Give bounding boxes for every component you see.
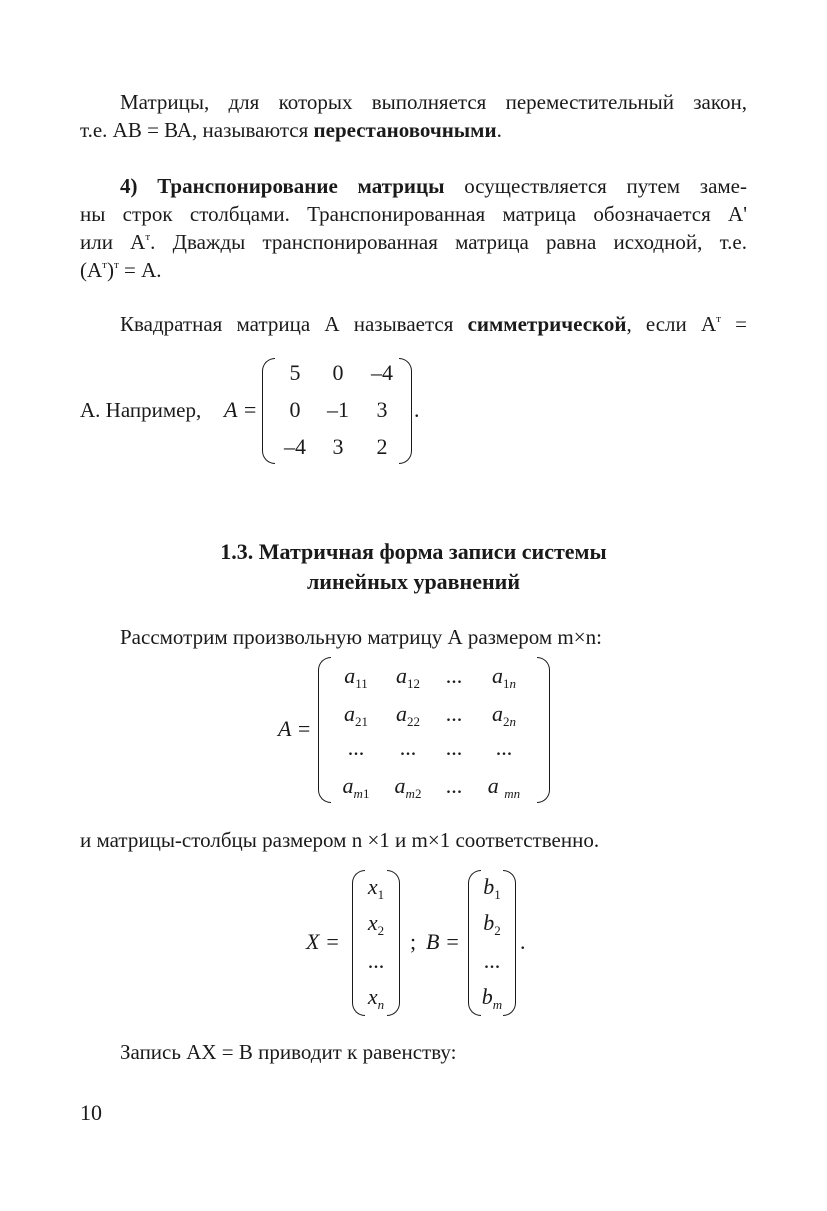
text-line: $(А^т)^т = А$. [80,258,162,282]
section-title: 1.3. Матричная форма записи системы [220,539,607,564]
vector-cell: $b_1$ [483,874,501,902]
matrix-cell: ... [445,735,463,760]
matrix-cell: $a_{m2}$ [394,773,422,801]
term-symmetric: симметрической [467,312,627,336]
page-number: 10 [80,1100,102,1125]
matrix-cell: ... [445,701,463,726]
vector-cell: ... [367,948,385,973]
matrix-cell: 3 [376,397,388,422]
vector-b [468,870,516,1016]
vector-cell: $x_2$ [367,910,385,938]
vectors-end-period: . [520,929,526,954]
vector-x [352,870,400,1016]
matrix-cell: –4 [284,434,306,459]
matrix-cell: a $_{mn}$ [487,773,521,801]
right-paren [537,657,550,803]
term-transpose: 4) Транспонирование матрицы [120,174,445,198]
matrix-a-label: A = [278,716,312,741]
vector-b-label: B = [426,929,460,954]
matrix-cell: $a_{1n}$ [492,663,516,691]
matrix-cell: $a_{2n}$ [492,701,516,729]
section-title: линейных уравнений [306,569,521,594]
text-line: ны строк столбцами. Транспонированная матрица обозначается А' [80,202,747,226]
matrix-cell: 5 [289,360,301,385]
example-text: А. Например, [80,398,202,422]
text-line: или $А^т$. Дважды транспонированная матрица равна исходной, т.е. [80,230,747,254]
matrix-cell: $a_{22}$ [396,701,420,729]
matrix-cell: ... [495,735,513,760]
text-line: Рассмотрим произвольную матрицу А размером m×n: [120,625,602,649]
matrix-end-period: . [414,397,420,422]
vector-cell: $x_n$ [367,984,385,1012]
matrix-cell: $a_{12}$ [396,663,420,691]
general-matrix [318,657,550,803]
matrix-cell: ... [399,735,417,760]
text-line: и матрицы-столбцы размером n ×1 и m×1 соответственно. [80,828,600,852]
matrix-cell: –1 [327,397,349,422]
vector-x-label: X = [306,929,340,954]
symmetric-matrix [262,358,412,464]
term-commuting: перестановочными [313,118,497,142]
matrix-a-label: A = [224,397,258,422]
matrix-cell: ... [347,735,365,760]
text-line: т.е. АВ = ВА, называются перестановочными. [80,118,502,142]
matrix-cell: ... [445,663,463,688]
vector-cell: $b_m$ [481,984,503,1012]
text-line: Квадратная матрица А называется симметрической, если $А^т$ = [120,312,747,336]
matrix-cell: 0 [289,397,301,422]
matrix-cell: $a_{11}$ [344,663,368,691]
matrix-cell: –4 [371,360,393,385]
matrix-cell: 3 [332,434,344,459]
text-line: 4) Транспонирование матрицы осуществляется путем заме- [120,174,747,198]
vector-cell: $b_2$ [483,910,501,938]
text-line: Запись АХ = В приводит к равенству: [120,1040,457,1064]
vector-cell: $x_1$ [367,874,385,902]
vector-separator: ; [410,929,417,954]
matrix-cell: ... [445,773,463,798]
matrix-cell: $a_{21}$ [344,701,368,729]
text-line: Матрицы, для которых выполняется переместительный закон, [120,90,747,114]
matrix-cell: 2 [376,434,388,459]
matrix-cell: 0 [332,360,344,385]
matrix-cell: $a_{m1}$ [342,773,370,801]
vector-cell: ... [483,948,501,973]
